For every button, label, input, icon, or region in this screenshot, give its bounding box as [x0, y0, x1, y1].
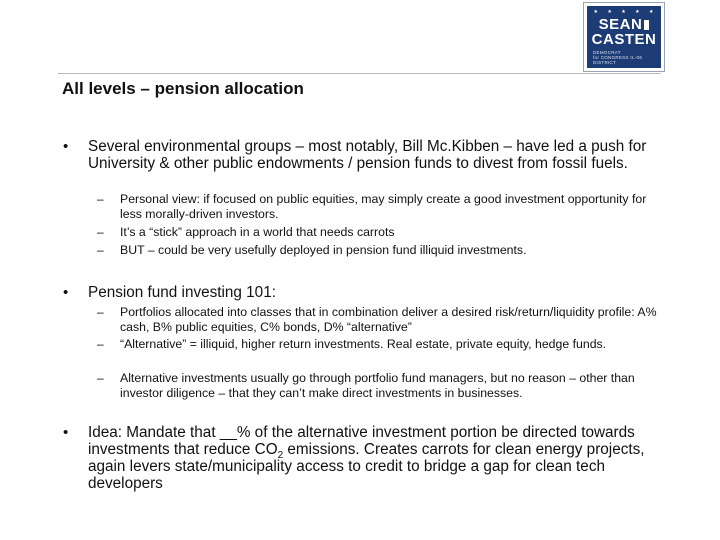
bullet-marker: •	[63, 138, 69, 155]
dash-marker: –	[97, 305, 104, 319]
logo-last-name: CASTEN	[591, 31, 657, 48]
dash-marker: –	[97, 337, 104, 351]
dash-marker: –	[97, 371, 104, 385]
logo-tagline-1: DEMOCRAT	[593, 50, 621, 55]
campaign-logo	[583, 2, 665, 72]
bullet-marker: •	[63, 424, 69, 441]
sub-bullet-1-2: It’s a “stick” approach in a world that needs carrots	[120, 225, 395, 239]
slide-title: All levels – pension allocation	[62, 79, 304, 98]
co2-subscript: 2	[277, 450, 284, 462]
logo-stars: ★ ★ ★ ★ ★	[593, 9, 658, 15]
bullet-marker: •	[63, 284, 69, 301]
dash-marker: –	[97, 225, 104, 239]
sub-bullet-2-1: Portfolios allocated into classes that in combination deliver a desired risk/return/liquidity profile: A% cash, B% public equities, C% bonds, D% “alternative”	[120, 305, 657, 334]
bullet-text-3-part-2: emissions. Creates carrots for clean energy projects, again levers state/municipality access to credit to bridge a gap for clean tech developers	[88, 441, 645, 492]
logo-badge	[587, 6, 661, 68]
sub-bullet-2-3: Alternative investments usually go through portfolio fund managers, but no reason – other than investor diligence – that they can’t make direct investments in businesses.	[120, 371, 635, 400]
dash-marker: –	[97, 243, 104, 257]
logo-first-name: SEAN	[598, 16, 643, 33]
header-divider	[58, 73, 661, 74]
sub-bullet-1-3: BUT – could be very usefully deployed in pension fund illiquid investments.	[120, 243, 527, 257]
logo-tagline-2: for CONGRESS IL-06 DISTRICT	[593, 55, 643, 65]
dash-marker: –	[97, 192, 104, 206]
bullet-text-3-part-1: Idea: Mandate that __% of the alternative investment portion be directed towards investments that reduce CO	[88, 424, 635, 458]
sub-bullet-1-1: Personal view: if focused on public equities, may simply create a good investment opportunity for less morally-driven investors.	[120, 192, 647, 221]
bullet-text-2: Pension fund investing 101:	[88, 284, 276, 301]
bullet-text-1: Several environmental groups – most notably, Bill Mc.Kibben – have led a push for University & other public endowments / pension funds to divest from fossil fuels.	[88, 138, 647, 172]
bullet-text-3	[88, 424, 663, 492]
sub-bullet-2-2: “Alternative” = illiquid, higher return investments. Real estate, private equity, hedge funds.	[120, 337, 607, 351]
illinois-state-icon	[644, 20, 649, 30]
